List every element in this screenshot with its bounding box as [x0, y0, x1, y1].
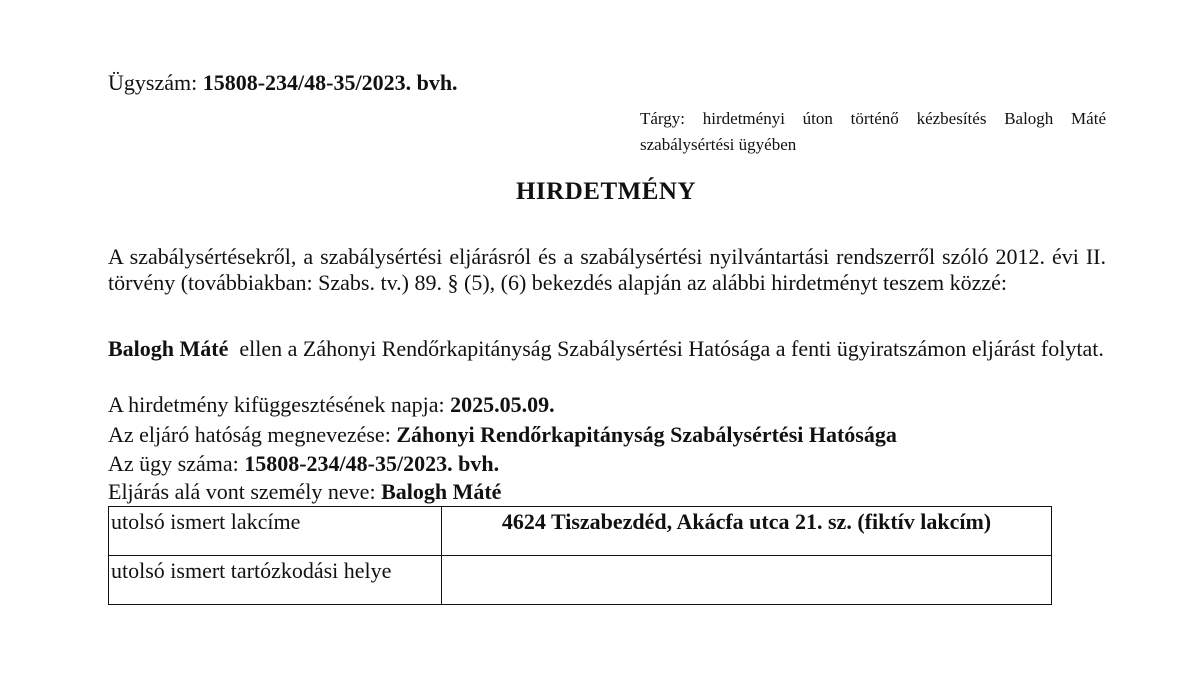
- subject-rest: ellen a Záhonyi Rendőrkapitányság Szabálysértési Hatósága a fenti ügyiratszámon eljárást folytat.: [239, 336, 1104, 361]
- subject-line: Tárgy: hirdetményi úton történő kézbesítés Balogh Máté szabálysértési ügyében: [640, 109, 1106, 154]
- intro-paragraph: A szabálysértésekről, a szabálysértési eljárásról és a szabálysértési nyilvántartási rendszerről szóló 2012. évi II. törvény (továbbiakban: Szabs. tv.) 89. § (5), (6) bekezdés alapján az alábbi hirdetményt teszem közzé:: [108, 244, 1106, 295]
- posting-date-label: A hirdetmény kifüggesztésének napja:: [108, 392, 445, 417]
- subject-person: Balogh Máté: [108, 336, 229, 361]
- authority-line: [108, 422, 897, 448]
- authority-label: Az eljáró hatóság megnevezése:: [108, 422, 391, 447]
- table-row: [109, 507, 1052, 556]
- address-label-cell: utolsó ismert lakcíme: [109, 507, 442, 556]
- case-number-value: 15808-234/48-35/2023. bvh.: [202, 70, 458, 95]
- address-value-cell: 4624 Tiszabezdéd, Akácfa utca 21. sz. (fiktív lakcím): [442, 507, 1052, 556]
- document-title: HIRDETMÉNY: [515, 178, 696, 205]
- person-name-value: Balogh Máté: [381, 479, 502, 504]
- authority-value: Záhonyi Rendőrkapitányság Szabálysértési Hatósága: [396, 422, 897, 447]
- residence-label-cell: utolsó ismert tartózkodási helye: [109, 556, 442, 605]
- case-number: [108, 70, 458, 96]
- case-id-value: 15808-234/48-35/2023. bvh.: [244, 451, 500, 476]
- case-id-line: [108, 451, 499, 477]
- person-name-label: Eljárás alá vont személy neve:: [108, 479, 376, 504]
- residence-value-cell: [442, 556, 1052, 605]
- address-table: [108, 506, 1052, 605]
- table-row: [109, 556, 1052, 605]
- subject-paragraph: [108, 336, 1106, 362]
- posting-date-line: [108, 392, 555, 418]
- posting-date-value: 2025.05.09.: [450, 392, 555, 417]
- person-name-line: [108, 479, 501, 505]
- case-number-label: Ügyszám:: [108, 70, 198, 95]
- case-id-label: Az ügy száma:: [108, 451, 239, 476]
